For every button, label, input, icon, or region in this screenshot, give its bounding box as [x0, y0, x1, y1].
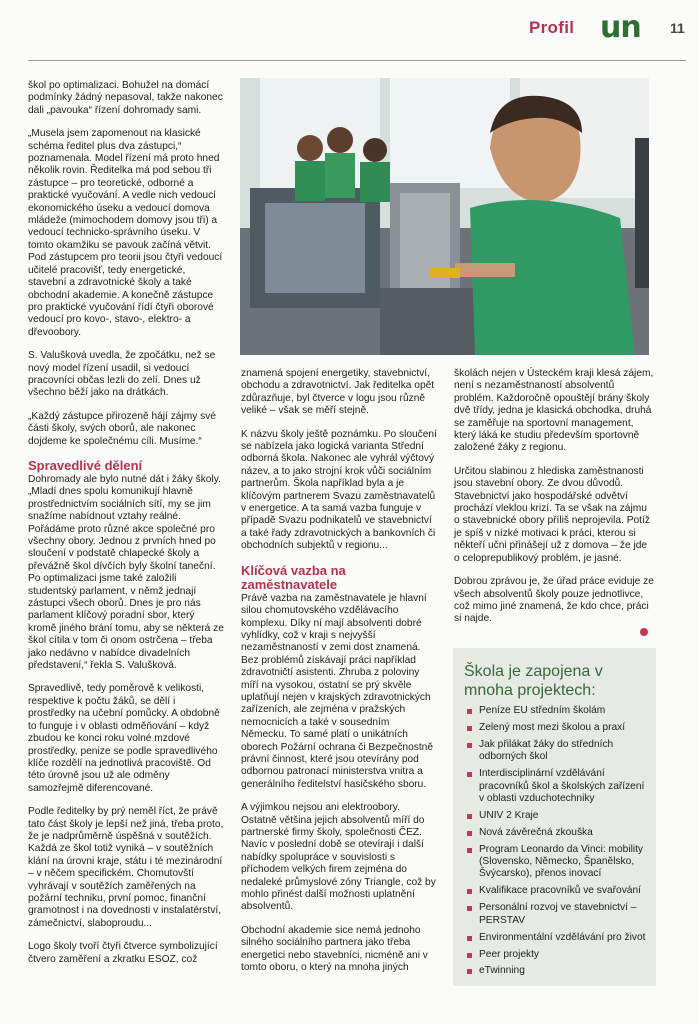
list-item: Interdisciplinární vzdělávání pracovníků škol a školských zařízení v oblasti vzduchotechniky: [466, 768, 652, 805]
list-item: Peer projekty: [466, 949, 652, 961]
projects-list: [466, 705, 652, 982]
article-end-marker: [640, 628, 648, 636]
paragraph: znamená spojení energetiky, stavebnictví, obchodu a zdravotnictví. Jak ředitelka opět zdůrazňuje, byl čtverce v logu jsou různě veliké – však se měří stejně.: [241, 368, 435, 417]
paragraph: „Každý zástupce přirozeně hájí zájmy své části školy, svých oborů, ale nakonec dojdeme ke společnému cíli. Musíme.“: [28, 410, 216, 447]
list-item: UNIV 2 Kraje: [466, 810, 652, 822]
list-item: Program Leonardo da Vinci: mobility (Slovensko, Německo, Španělsko, Švýcarsko), přenos inovací: [466, 844, 652, 881]
projects-sidebox: [453, 648, 656, 986]
paragraph: Podle ředitelky by prý neměl říct, že právě tato část školy je lepší než jiná, třeba proto, že je nadprůměrně úspěšná v soutěžích. Každá ze škol totiž vyniká – v soutěžních klání na úrovni kraje, státu i té mezinárodní – v něčem specifickém. Chomutovští vyhrávají v soutěžích zaměřených na požární techniku, první pomoc, finanční gramotnost i na dovednosti v instalatérství, zámečnictví, slaboproudu...: [28, 806, 224, 929]
list-item: Jak přilákat žáky do středních odborných škol: [466, 739, 652, 764]
paragraph: Právě vazba na zaměstnavatele je hlavní silou chomutovského vzdělávacího komplexu. Díky ní mají absolventi dobré vyhlídky, což v kraji s nejvyšší nezaměstnaností v zemi dost znamená. Bez problémů získávají práci například zdravotničtí asistenti. Zhruba z poloviny míří na vysokou, ostatní se prý skvěle uplatňují nejen v krajských zdravotnických zařízeních, ale zejména v pražských nemocnicích a také v sousedním Německu. To samé platí o unikátních oborech Požární ochrana či Bezpečnostně právní činnost, které jsou otevírány pod odbornou patronací ministerstva vnitra a generálního ředitelství hasičského sboru.: [241, 592, 433, 790]
article-column-3: [454, 368, 654, 637]
article-column-2: [241, 368, 437, 985]
subheading: Spravedlivé dělení: [28, 457, 143, 473]
paragraph: Logo školy tvoří čtyři čtverce symbolizující čtvero zaměření a zkratku ESOZ, což: [28, 941, 218, 965]
paragraph: Dobrou zprávou je, že úřad práce eviduje ze všech absolventů školy pouze jednotlivce, což mimo jiné znamená, že kdo chce, práci si najde.: [454, 576, 654, 625]
header-divider: [28, 60, 686, 61]
paragraph: S. Valušková uvedla, že zpočátku, než se nový model řízení usadil, si vedoucí pracovníci občas lezli do zelí. Dnes už všechno běží jako na drátkách.: [28, 350, 216, 399]
subheading: Klíčová vazba na zaměstnavatele: [241, 562, 346, 592]
magazine-logo: un: [600, 10, 641, 45]
page-number: 11: [670, 20, 685, 36]
list-item: Peníze EU středním školám: [466, 705, 652, 717]
sidebox-title: Škola je zapojena v mnoha projektech:: [464, 663, 603, 699]
paragraph: A výjimkou nejsou ani elektroobory. Ostatně většina jejich absolventů míří do partnerské firmy školy, společnosti ČEZ. Navíc v poslední době se otevírají i další nabídky spolupráce v souvislosti s příchodem velkých firem zejména do nedaleké průmyslové zóny Triangle, což by mohlo přinést další možnosti uplatnění absolventů.: [241, 802, 436, 913]
list-item: eTwinning: [466, 965, 652, 977]
photo-illustration: [240, 78, 649, 355]
page-header: [0, 12, 699, 52]
paragraph: „Musela jsem zapomenout na klasické schéma ředitel plus dva zástupci,“ poznamenala. Model řízení má proto hned několik rovin. Ředitelka má pod sebou tři zástupce – pro teoretické, odborné a praktické vyučování. A vedle nich vedoucí ekonomického úseku a vedoucí domova mládeže (mimochodem domovy jsou tři) a vedoucí technicko-správního úseku. V tomto okamžiku se pavouk začíná větvit. Pod zástupcem pro teorii jsou čtyři vedoucí učitelé pracovišť, tedy energetické, stavební a zdravotnické školy a také obchodní akademie. A konečně zástupce pro praktické vyučování řídí čtyři oborové vedoucí pro kovo-, stavo-, elektro- a dřevoobory.: [28, 128, 223, 338]
list-item: Zelený most mezi školou a praxí: [466, 722, 652, 734]
paragraph: Obchodní akademie sice nemá jednoho silného sociálního partnera jako třeba energetici nebo stavebníci, nicméně ani v tomto oboru, o který na mnoha jiných: [241, 924, 428, 974]
workshop-photo: [240, 78, 649, 355]
paragraph: škol po optimalizaci. Bohužel na domácí podmínky žádný nepasoval, takže nakonec dali „pavouka“ řízení dohromady sami.: [28, 80, 223, 116]
list-item: Personální rozvoj ve stavebnictví – PERSTAV: [466, 902, 652, 927]
list-item: Environmentální vzdělávání pro život: [466, 932, 652, 944]
paragraph: Spravedlivě, tedy poměrově k velikosti, respektive k počtu žáků, se dělí i prostředky na učební pomůcky. A obdobně to funguje i v oblasti odměňování – když zbudou ke konci roku volné mzdové prostředky, penize se podle spravedlivého klíče rozdělí na jednotlivá pracoviště. Od této úrovně jsou už ale odměny samozřejmě diferencované.: [28, 683, 220, 794]
paragraph: Určitou slabinou z hlediska zaměstnanosti jsou stavební obory. Ze dvou důvodů. Stavebnictví jako hospodářské odvětví prochází vleklou krizí. Ta se však na zájmu o stavebnické obory příliš neprojevila. Potíž je spíš v nízké motivaci k práci, kterou si někteří učni přinášejí už z domova – že jde o celoprepublikový problém, je jasné.: [454, 465, 650, 564]
paragraph: školách nejen v Ústeckém kraji klesá zájem, není s nezaměstnaností absolventů problém. Každoročně opouštějí brány školy dvě třídy, jedna je klasická obchodka, druhá se zaměřuje na sportovní management, který láká ke studiu především sportovně založené žáky z regionu.: [454, 368, 654, 454]
paragraph: Dohromady ale bylo nutné dát i žáky školy. „Mladí dnes spolu komunikují hlavně prostřednictvím sociálních sítí, my se jim snažíme nabídnout vztahy reálné. Pořádáme proto různé akce společné pro všechny obory. Jednou z prvních hned po sloučení v podstatě chlapecké školy a převážně škol dívčích byly školní taneční. Po optimalizaci jsme také založili studentský parlament, v němž jednají zástupci všech oborů. Dnes je pro nás parlament klíčový poradní sbor, který kromě jiného brání tomu, aby se některá ze škol cítila v tom či onom ostrčena – třeba jako nedávno v nabídce divadelních představení,“ řekla S. Valušková.: [28, 473, 224, 672]
section-title: Profil: [529, 18, 575, 37]
article-column-1: [28, 80, 224, 977]
paragraph: K názvu školy ještě poznámku. Po sloučení se nabízela jako logická varianta Střední odborná škola. Nakonec ale vyhrál výčtový název, a to jako strojní krok vůči sociálním partnerům. Škola například byla a je klíčovým partnerem Svazu zaměstnavatelů v energetice. A ta samá vazba funguje v případě Svazu podnikatelů ve stavebnictví a také řady zdravotnických a bankovních či obchodních subjektů v regionu...: [241, 428, 437, 552]
list-item: Nová závěrečná zkouška: [466, 827, 652, 839]
list-item: Kvalifikace pracovníků ve svařování: [466, 885, 652, 897]
